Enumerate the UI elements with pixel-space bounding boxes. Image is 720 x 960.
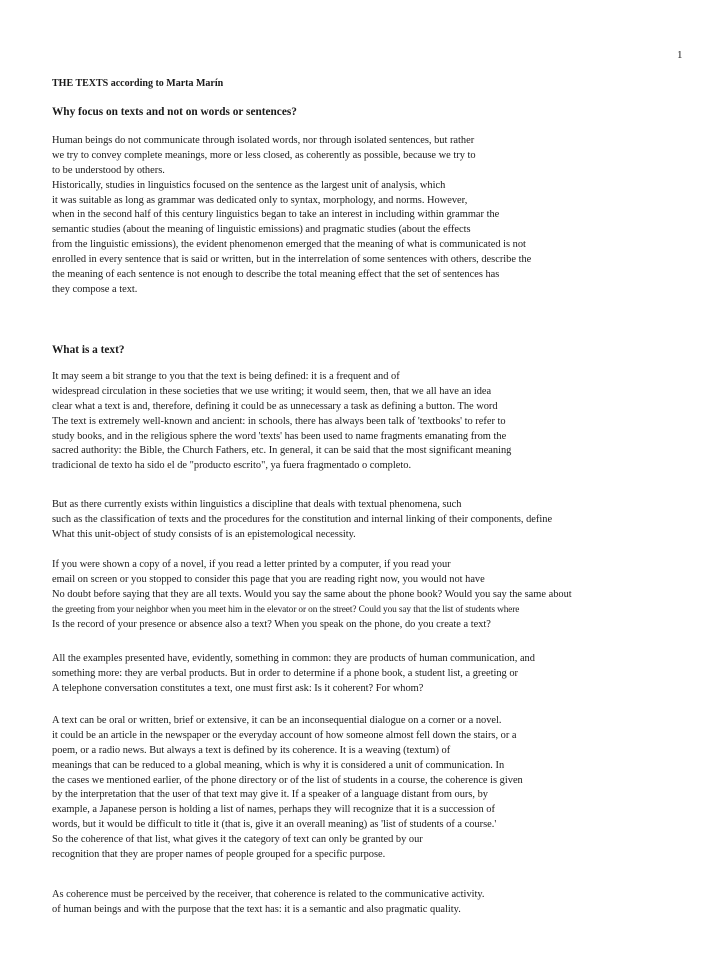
text-line: No doubt before saying that they are all texts. Would you say the same about the phone book? Would you say the same about — [52, 588, 572, 600]
page-number: 1 — [677, 49, 683, 61]
text-line: The text is extremely well-known and ancient: in schools, there has always been talk of 'textbooks' to refer to — [52, 415, 506, 427]
paragraph — [52, 134, 712, 298]
document-title: THE TEXTS according to Marta Marín — [52, 78, 224, 89]
text-line: So the coherence of that list, what gives it the category of text can only be granted by our — [52, 834, 423, 846]
text-line: of human beings and with the purpose that the text has: it is a semantic and also pragmatic quality. — [52, 903, 461, 915]
text-line: A text can be oral or written, brief or extensive, it can be an inconsequential dialogue on a corner or a novel. — [52, 715, 502, 726]
text-line: by the interpretation that the user of that text may give it. If a speaker of a language distant from ours, by — [52, 789, 488, 801]
paragraph — [52, 888, 712, 918]
text-line: email on screen or you stopped to consider this page that you are reading right now, you would not have — [52, 573, 485, 585]
text-line: Historically, studies in linguistics focused on the sentence as the largest unit of analysis, which — [52, 179, 446, 191]
text-line: it could be an article in the newspaper or the everyday account of how someone almost fell down the stairs, or a — [52, 729, 517, 741]
text-line: It may seem a bit strange to you that the text is being defined: it is a frequent and of — [52, 371, 400, 382]
text-line: they compose a text. — [52, 283, 138, 295]
text-line: As coherence must be perceived by the receiver, that coherence is related to the communicative activity. — [52, 889, 485, 900]
text-line: Is the record of your presence or absence also a text? When you speak on the phone, do you create a text? — [52, 618, 491, 630]
paragraph — [52, 498, 712, 543]
text-line: the meaning of each sentence is not enough to describe the total meaning effect that the set of sentences has — [52, 269, 500, 281]
text-line: Human beings do not communicate through isolated words, nor through isolated sentences, but rather — [52, 135, 475, 146]
text-line: widespread circulation in these societies that we use writing; it would seem, then, that we all have an idea — [52, 385, 492, 397]
paragraph — [52, 370, 712, 474]
text-line: A telephone conversation constitutes a text, one must first ask: Is it coherent? For whom? — [52, 682, 424, 694]
text-line: to be understood by others. — [52, 164, 165, 176]
text-line: clear what a text is and, therefore, defining it could be as unnecessary a task as defining a button. The word — [52, 400, 498, 412]
text-line: the greeting from your neighbor when you meet him in the elevator or on the street? Could you say that the list of students where — [52, 604, 520, 615]
text-line: All the examples presented have, evidently, something in common: they are products of human communication, and — [52, 653, 535, 664]
text-line: sacred authority: the Bible, the Church Fathers, etc. In general, it can be said that the most significant meaning — [52, 445, 512, 457]
text-line: What this unit-object of study consists of is an epistemological necessity. — [52, 528, 356, 540]
text-line: when in the second half of this century linguistics began to take an interest in including within grammar the — [52, 209, 500, 221]
text-line: something more: they are verbal products. But in order to determine if a phone book, a student list, a greeting or — [52, 667, 519, 679]
text-line: such as the classification of texts and the procedures for the constitution and internal linking of their components, define — [52, 513, 553, 525]
text-line: semantic studies (about the meaning of linguistic emissions) and pragmatic studies (about the effects — [52, 224, 471, 236]
section-heading-why-texts: Why focus on texts and not on words or sentences? — [52, 106, 297, 118]
text-line: tradicional de texto ha sido el de "producto escrito", ya fuera fragmentado o completo. — [52, 460, 412, 472]
text-line: enrolled in every sentence that is said or written, but in the interrelation of some sentences with others, describe the — [52, 254, 532, 266]
text-line: the cases we mentioned earlier, of the phone directory or of the list of students in a course, the coherence is given — [52, 774, 523, 786]
text-line: study books, and in the religious sphere the word 'texts' has been used to name fragments emanating from the — [52, 430, 507, 442]
text-line: example, a Japanese person is holding a list of names, perhaps they will recognize that it is a succession of — [52, 804, 495, 816]
paragraph — [52, 714, 712, 863]
text-line: from the linguistic emissions), the evident phenomenon emerged that the meaning of what is communicated is not — [52, 239, 526, 251]
text-line: it was suitable as long as grammar was dedicated only to syntax, morphology, and norms. However, — [52, 194, 468, 206]
text-line: recognition that they are proper names of people grouped for a specific purpose. — [52, 849, 386, 861]
section-heading-what-is-text: What is a text? — [52, 344, 125, 356]
text-line: poem, or a radio news. But always a text is defined by its coherence. It is a weaving (textum) of — [52, 744, 451, 756]
paragraph — [52, 558, 712, 632]
text-line: words, but it would be difficult to title it (that is, give it an overall meaning) as 'list of students of a course.' — [52, 819, 497, 831]
text-line: we try to convey complete meanings, more or less closed, as coherently as possible, because we try to — [52, 149, 476, 161]
text-line: But as there currently exists within linguistics a discipline that deals with textual phenomena, such — [52, 499, 462, 510]
paragraph — [52, 652, 712, 697]
text-line: meanings that can be reduced to a global meaning, which is why it is considered a unit of communication. In — [52, 759, 505, 771]
text-line: If you were shown a copy of a novel, if you read a letter printed by a computer, if you read your — [52, 559, 451, 570]
